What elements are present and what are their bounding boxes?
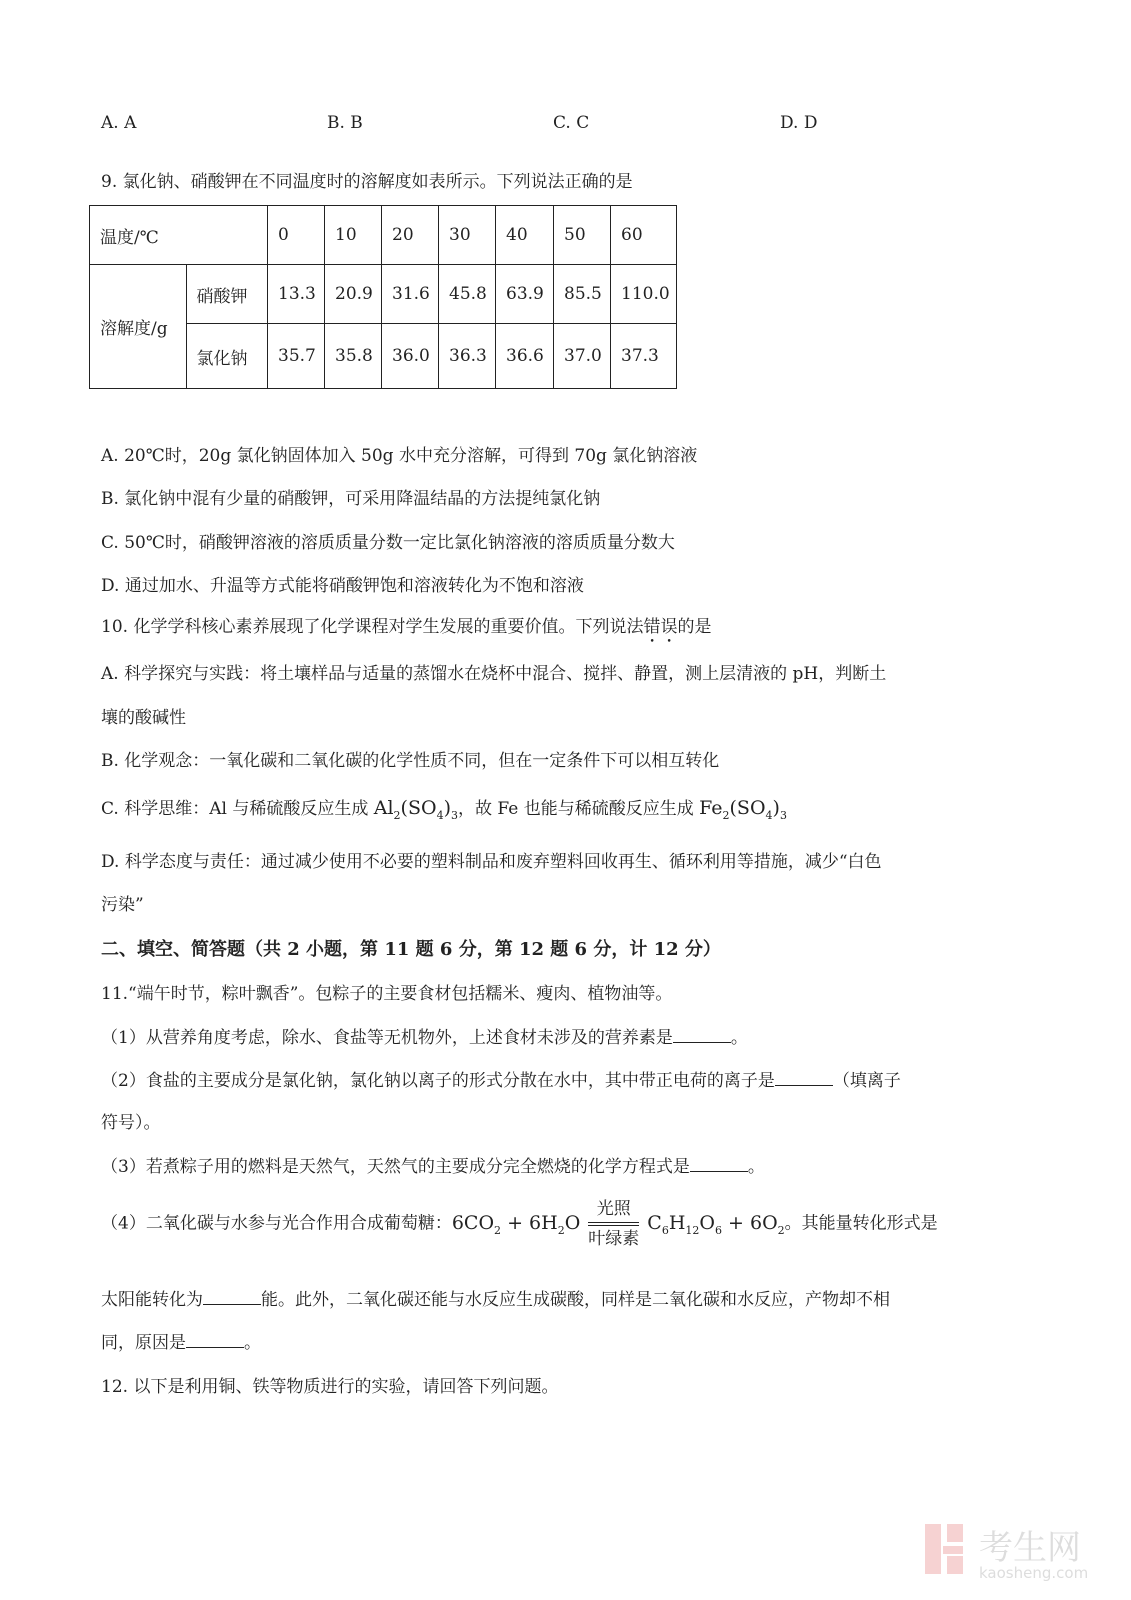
formula-fe2so43: $Fe_2(SO_4)_3$ xyxy=(699,797,787,822)
answer-blank[interactable] xyxy=(203,1288,261,1305)
q10-option-d-cont: 污染” xyxy=(101,895,144,915)
q11-part2 xyxy=(101,1069,901,1092)
solubility-label: 溶解度/g xyxy=(90,265,187,389)
q11-part4 xyxy=(101,1196,938,1252)
q11-stem: 11.“端午时节，粽叶飘香”。包粽子的主要食材包括糯米、瘦肉、植物油等。 xyxy=(101,984,673,1004)
temp-cell: 10 xyxy=(325,206,382,265)
part-text: 。 xyxy=(730,1028,748,1048)
part-text: 。其能量转化形式是 xyxy=(784,1213,938,1234)
value-cell: 36.0 xyxy=(382,324,439,389)
part-text: 能。此外，二氧化碳还能与水反应生成碳酸，同样是二氧化碳和水反应，产物却不相 xyxy=(261,1290,890,1310)
value-cell: 35.7 xyxy=(268,324,325,389)
emphasis-text: 错误 xyxy=(643,617,678,637)
value-cell: 37.0 xyxy=(554,324,611,389)
option-text: C. 科学思维：Al 与稀硫酸反应生成 xyxy=(101,799,374,819)
row-label-nacl: 氯化钠 xyxy=(186,324,267,389)
q8-option-c: C. C xyxy=(553,113,590,133)
q8-option-d: D. D xyxy=(780,113,818,133)
q12-stem: 12. 以下是利用铜、铁等物质进行的实验，请回答下列问题。 xyxy=(101,1377,559,1397)
q11-part4-cont2 xyxy=(101,1331,261,1354)
formula-al2so43: $Al_2(SO_4)_3$ xyxy=(373,797,458,822)
equation-reactants: $6CO_2 + 6H_2O$ xyxy=(451,1211,581,1237)
q9-option-d: D. 通过加水、升温等方式能将硝酸钾饱和溶液转化为不饱和溶液 xyxy=(101,576,584,596)
q10-option-b: B. 化学观念：一氧化碳和二氧化碳的化学性质不同，但在一定条件下可以相互转化 xyxy=(101,751,720,771)
answer-blank[interactable] xyxy=(673,1026,731,1043)
q10-option-d: D. 科学态度与责任：通过减少使用不必要的塑料制品和废弃塑料回收再生、循环利用等措施，减少“白色 xyxy=(101,852,882,872)
q9-option-a: A. 20℃时，20g 氯化钠固体加入 50g 水中充分溶解，可得到 70g 氯化钠溶液 xyxy=(101,446,698,466)
part-text: 。 xyxy=(747,1157,765,1177)
watermark-en: kaosheng.com xyxy=(979,1564,1089,1582)
temp-cell: 40 xyxy=(496,206,554,265)
part-text: 太阳能转化为 xyxy=(101,1290,203,1310)
value-cell: 35.8 xyxy=(325,324,382,389)
logo-icon xyxy=(925,1524,975,1574)
value-cell: 36.6 xyxy=(496,324,554,389)
temp-cell: 60 xyxy=(611,206,677,265)
watermark-cn: 考生网 xyxy=(979,1528,1081,1568)
q9-option-c: C. 50℃时，硝酸钾溶液的溶质质量分数一定比氯化钠溶液的溶质质量分数大 xyxy=(101,533,675,553)
q9-stem: 9. 氯化钠、硝酸钾在不同温度时的溶解度如表所示。下列说法正确的是 xyxy=(101,172,633,192)
condition-top: 光照 xyxy=(596,1199,631,1219)
q10-stem xyxy=(101,616,711,647)
solubility-table xyxy=(89,205,677,389)
q11-part4-cont xyxy=(101,1288,890,1311)
temp-cell: 30 xyxy=(439,206,496,265)
q11-part1 xyxy=(101,1026,748,1049)
part-text: 。 xyxy=(244,1333,261,1353)
value-cell: 110.0 xyxy=(611,265,677,324)
answer-blank[interactable] xyxy=(775,1069,833,1086)
row-label-kno3: 硝酸钾 xyxy=(186,265,267,324)
part-text: （填离子 xyxy=(832,1071,901,1091)
q9-option-b: B. 氯化钠中混有少量的硝酸钾，可采用降温结晶的方法提纯氯化钠 xyxy=(101,489,601,509)
stem-text: 的是 xyxy=(677,617,712,637)
condition-bottom: 叶绿素 xyxy=(588,1229,640,1249)
temp-cell: 0 xyxy=(268,206,325,265)
part-text: 同，原因是 xyxy=(101,1333,186,1353)
answer-blank[interactable] xyxy=(186,1331,244,1348)
value-cell: 37.3 xyxy=(611,324,677,389)
section-title: 二、填空、简答题（共 2 小题，第 11 题 6 分，第 12 题 6 分，计 12 分） xyxy=(101,939,721,960)
part-text: （2）食盐的主要成分是氯化钠，氯化钠以离子的形式分散在水中，其中带正电荷的离子是 xyxy=(101,1071,775,1091)
part-text: （4）二氧化碳与水参与光合作用合成葡萄糖： xyxy=(101,1213,452,1234)
temp-cell: 50 xyxy=(554,206,611,265)
equation-products: $C_6H_{12}O_6 + 6O_2$ xyxy=(647,1211,785,1237)
value-cell: 20.9 xyxy=(325,265,382,324)
q8-option-b: B. B xyxy=(327,113,363,133)
q11-part3 xyxy=(101,1155,765,1178)
value-cell: 45.8 xyxy=(439,265,496,324)
option-text: ，故 Fe 也能与稀硫酸反应生成 xyxy=(457,799,700,819)
part-text: （1）从营养角度考虑，除水、食盐等无机物外，上述食材未涉及的营养素是 xyxy=(101,1028,673,1048)
part-text: （3）若煮粽子用的燃料是天然气，天然气的主要成分完全燃烧的化学方程式是 xyxy=(101,1157,690,1177)
temp-header: 温度/℃ xyxy=(90,206,268,265)
value-cell: 36.3 xyxy=(439,324,496,389)
q8-option-a: A. A xyxy=(101,113,137,133)
q10-option-a-cont: 壤的酸碱性 xyxy=(101,708,186,728)
answer-blank[interactable] xyxy=(690,1155,748,1172)
stem-text: 10. 化学学科核心素养展现了化学课程对学生发展的重要价值。下列说法 xyxy=(101,617,644,637)
value-cell: 31.6 xyxy=(382,265,439,324)
reaction-condition xyxy=(588,1196,639,1252)
temp-cell: 20 xyxy=(382,206,439,265)
value-cell: 13.3 xyxy=(268,265,325,324)
watermark-logo xyxy=(925,1520,1125,1590)
q10-option-c xyxy=(101,797,787,827)
value-cell: 63.9 xyxy=(496,265,554,324)
q10-option-a: A. 科学探究与实践：将土壤样品与适量的蒸馏水在烧杯中混合、搅拌、静置，测上层清液的 pH，判断土 xyxy=(101,664,887,684)
value-cell: 85.5 xyxy=(554,265,611,324)
q11-part2-cont: 符号）。 xyxy=(101,1113,161,1133)
